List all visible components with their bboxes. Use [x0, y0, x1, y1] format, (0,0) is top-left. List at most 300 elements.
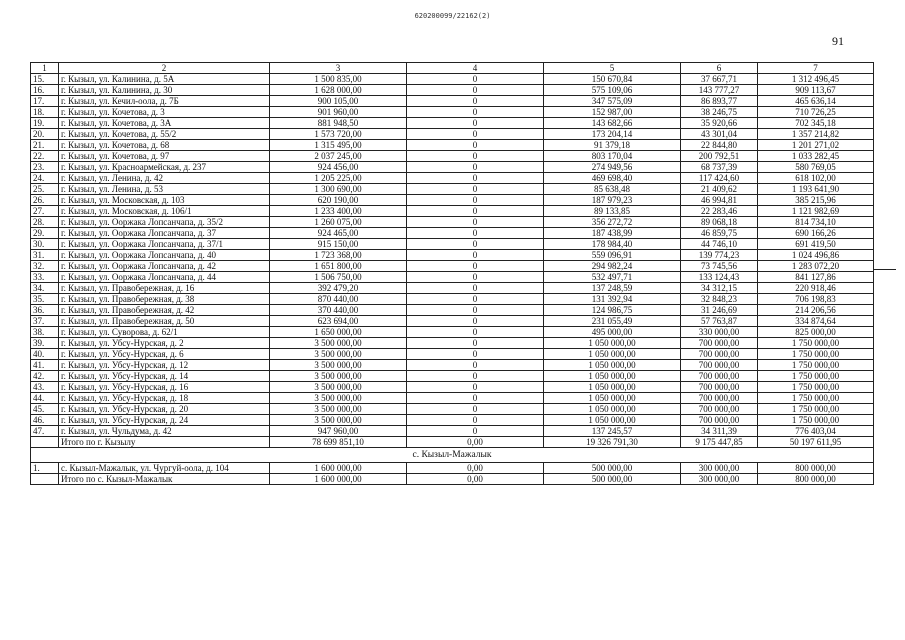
col7-value: 1 201 271,02	[758, 140, 874, 151]
col7-value: 841 127,86	[758, 272, 874, 283]
col5-value: 19 326 791,30	[544, 437, 681, 448]
col7-value: 465 636,14	[758, 96, 874, 107]
col7-value: 1 033 282,45	[758, 151, 874, 162]
col5-value: 1 050 000,00	[544, 338, 681, 349]
col5-value: 150 670,84	[544, 74, 681, 85]
address: г. Кызыл, ул. Калинина, д. 30	[59, 85, 270, 96]
col3-value: 1 500 835,00	[270, 74, 407, 85]
col7-value: 1 121 982,69	[758, 206, 874, 217]
col4-value: 0	[407, 85, 544, 96]
col4-value: 0	[407, 96, 544, 107]
col5-value: 356 272,72	[544, 217, 681, 228]
col4-value: 0	[407, 426, 544, 437]
col7-value: 1 750 000,00	[758, 371, 874, 382]
col7-value: 702 345,18	[758, 118, 874, 129]
col7-value: 1 312 496,45	[758, 74, 874, 85]
col5-value: 347 575,09	[544, 96, 681, 107]
table-row	[31, 151, 874, 162]
table-row	[31, 404, 874, 415]
col3-value: 924 465,00	[270, 228, 407, 239]
col6-value: 700 000,00	[681, 404, 758, 415]
document-id: 620200099/22162(2)	[414, 12, 491, 20]
address: г. Кызыл, ул. Чульдума, д. 42	[59, 426, 270, 437]
address: г. Кызыл, ул. Правобережная, д. 38	[59, 294, 270, 305]
col6-value: 700 000,00	[681, 415, 758, 426]
col4-value: 0	[407, 294, 544, 305]
col4-value: 0	[407, 261, 544, 272]
address: г. Кызыл, ул. Ооржака Лопсанчапа, д. 42	[59, 261, 270, 272]
row-number: 16.	[31, 85, 59, 96]
col4-value: 0	[407, 316, 544, 327]
col6-value: 700 000,00	[681, 360, 758, 371]
col6-value: 133 124,43	[681, 272, 758, 283]
col3-value: 3 500 000,00	[270, 349, 407, 360]
col5-value: 1 050 000,00	[544, 349, 681, 360]
address: г. Кызыл, ул. Кечил-оола, д. 7Б	[59, 96, 270, 107]
table-row	[31, 228, 874, 239]
col3-value: 3 500 000,00	[270, 360, 407, 371]
table-row	[31, 195, 874, 206]
col4-value: 0	[407, 74, 544, 85]
col6-value: 37 667,71	[681, 74, 758, 85]
col3-value: 901 960,00	[270, 107, 407, 118]
col6-value: 700 000,00	[681, 382, 758, 393]
table-row	[31, 305, 874, 316]
address: г. Кызыл, ул. Суворова, д. 62/1	[59, 327, 270, 338]
col5-value: 137 245,57	[544, 426, 681, 437]
address: г. Кызыл, ул. Ооржака Лопсанчапа, д. 37	[59, 228, 270, 239]
row-number: 1.	[31, 463, 59, 474]
address: г. Кызыл, ул. Ленина, д. 53	[59, 184, 270, 195]
col5-value: 231 055,49	[544, 316, 681, 327]
address: Итого по с. Кызыл-Мажалык	[59, 474, 270, 485]
col5-value: 559 096,91	[544, 250, 681, 261]
table-row	[31, 338, 874, 349]
row-number: 36.	[31, 305, 59, 316]
table-row	[31, 107, 874, 118]
col5-value: 124 986,75	[544, 305, 681, 316]
table-row	[31, 96, 874, 107]
address: г. Кызыл, ул. Убсу-Нурская, д. 24	[59, 415, 270, 426]
col4-value: 0	[407, 360, 544, 371]
row-number: 19.	[31, 118, 59, 129]
address: г. Кызыл, ул. Убсу-Нурская, д. 20	[59, 404, 270, 415]
row-number: 34.	[31, 283, 59, 294]
table-row	[31, 118, 874, 129]
address: г. Кызыл, ул. Правобережная, д. 50	[59, 316, 270, 327]
address: г. Кызыл, ул. Правобережная, д. 42	[59, 305, 270, 316]
col7-value: 909 113,67	[758, 85, 874, 96]
address: г. Кызыл, ул. Красноармейская, д. 237	[59, 162, 270, 173]
table-row	[31, 239, 874, 250]
col6-value: 330 000,00	[681, 327, 758, 338]
col4-value: 0	[407, 404, 544, 415]
page-number: 91	[832, 34, 844, 48]
col3-value: 1 205 225,00	[270, 173, 407, 184]
col3-value: 881 948,50	[270, 118, 407, 129]
address: г. Кызыл, ул. Убсу-Нурская, д. 2	[59, 338, 270, 349]
row-number: 46.	[31, 415, 59, 426]
col7-value: 1 193 641,90	[758, 184, 874, 195]
row-number: 28.	[31, 217, 59, 228]
col7-value: 1 750 000,00	[758, 349, 874, 360]
row-number	[31, 437, 59, 448]
col3-value: 3 500 000,00	[270, 393, 407, 404]
col4-value: 0	[407, 327, 544, 338]
table-row	[31, 184, 874, 195]
col5-value: 294 982,24	[544, 261, 681, 272]
col3-value: 1 723 368,00	[270, 250, 407, 261]
col6-value: 22 283,46	[681, 206, 758, 217]
col3-value: 3 500 000,00	[270, 404, 407, 415]
address: г. Кызыл, ул. Московская, д. 106/1	[59, 206, 270, 217]
col5-value: 178 984,40	[544, 239, 681, 250]
col6-value: 68 737,39	[681, 162, 758, 173]
col5-value: 91 379,18	[544, 140, 681, 151]
row-number: 24.	[31, 173, 59, 184]
table-row	[31, 206, 874, 217]
col3-value: 1 628 000,00	[270, 85, 407, 96]
col4-value: 0	[407, 250, 544, 261]
col6-value: 89 068,18	[681, 217, 758, 228]
row-number: 40.	[31, 349, 59, 360]
row-number: 29.	[31, 228, 59, 239]
row-number: 22.	[31, 151, 59, 162]
address: г. Кызыл, ул. Убсу-Нурская, д. 18	[59, 393, 270, 404]
address: г. Кызыл, ул. Ооржака Лопсанчапа, д. 35/2	[59, 217, 270, 228]
col6-value: 86 893,77	[681, 96, 758, 107]
col6-value: 117 424,60	[681, 173, 758, 184]
table-row	[31, 283, 874, 294]
column-number: 2	[59, 63, 270, 74]
col4-value: 0	[407, 206, 544, 217]
table-row	[31, 217, 874, 228]
table-row	[31, 272, 874, 283]
col6-value: 700 000,00	[681, 338, 758, 349]
total-row	[31, 474, 874, 485]
col4-value: 0	[407, 140, 544, 151]
col4-value: 0	[407, 382, 544, 393]
row-number: 41.	[31, 360, 59, 371]
col5-value: 1 050 000,00	[544, 404, 681, 415]
col3-value: 1 315 495,00	[270, 140, 407, 151]
col4-value: 0	[407, 217, 544, 228]
table-body	[31, 63, 874, 485]
col4-value: 0,00	[407, 463, 544, 474]
table-row	[31, 261, 874, 272]
address: г. Кызыл, ул. Убсу-Нурская, д. 16	[59, 382, 270, 393]
col3-value: 78 699 851,10	[270, 437, 407, 448]
col5-value: 575 109,06	[544, 85, 681, 96]
col5-value: 173 204,14	[544, 129, 681, 140]
col3-value: 1 651 800,00	[270, 261, 407, 272]
col3-value: 3 500 000,00	[270, 371, 407, 382]
col4-value: 0	[407, 129, 544, 140]
col3-value: 3 500 000,00	[270, 382, 407, 393]
col5-value: 85 638,48	[544, 184, 681, 195]
row-number: 15.	[31, 74, 59, 85]
address: г. Кызыл, ул. Ооржака Лопсанчапа, д. 44	[59, 272, 270, 283]
col4-value: 0,00	[407, 474, 544, 485]
col4-value: 0	[407, 118, 544, 129]
col6-value: 34 311,39	[681, 426, 758, 437]
row-number: 42.	[31, 371, 59, 382]
col5-value: 143 682,66	[544, 118, 681, 129]
col3-value: 900 105,00	[270, 96, 407, 107]
col6-value: 143 777,27	[681, 85, 758, 96]
table-row	[31, 250, 874, 261]
address: г. Кызыл, ул. Кочетова, д. 55/2	[59, 129, 270, 140]
row-number: 20.	[31, 129, 59, 140]
col7-value: 1 750 000,00	[758, 360, 874, 371]
col4-value: 0,00	[407, 437, 544, 448]
col6-value: 32 848,23	[681, 294, 758, 305]
col5-value: 1 050 000,00	[544, 415, 681, 426]
col7-value: 385 215,96	[758, 195, 874, 206]
column-number: 5	[544, 63, 681, 74]
column-number: 3	[270, 63, 407, 74]
address: г. Кызыл, ул. Кочетова, д. 3А	[59, 118, 270, 129]
col6-value: 46 859,75	[681, 228, 758, 239]
row-number: 39.	[31, 338, 59, 349]
column-number: 4	[407, 63, 544, 74]
column-number: 7	[758, 63, 874, 74]
col4-value: 0	[407, 228, 544, 239]
column-number-row	[31, 63, 874, 74]
col7-value: 1 750 000,00	[758, 382, 874, 393]
col3-value: 3 500 000,00	[270, 338, 407, 349]
col6-value: 700 000,00	[681, 393, 758, 404]
table-row	[31, 129, 874, 140]
col7-value: 334 874,64	[758, 316, 874, 327]
table-row	[31, 360, 874, 371]
row-number: 27.	[31, 206, 59, 217]
col5-value: 131 392,94	[544, 294, 681, 305]
col3-value: 947 960,00	[270, 426, 407, 437]
total-row	[31, 437, 874, 448]
col6-value: 73 745,56	[681, 261, 758, 272]
col4-value: 0	[407, 283, 544, 294]
table-row	[31, 173, 874, 184]
table-row	[31, 426, 874, 437]
row-number: 32.	[31, 261, 59, 272]
col5-value: 152 987,00	[544, 107, 681, 118]
table-row	[31, 85, 874, 96]
col7-value: 710 726,25	[758, 107, 874, 118]
col6-value: 46 994,81	[681, 195, 758, 206]
row-number: 26.	[31, 195, 59, 206]
col3-value: 1 506 750,00	[270, 272, 407, 283]
col5-value: 187 438,99	[544, 228, 681, 239]
col3-value: 620 190,00	[270, 195, 407, 206]
table-row	[31, 382, 874, 393]
col4-value: 0	[407, 184, 544, 195]
col4-value: 0	[407, 195, 544, 206]
col6-value: 22 844,80	[681, 140, 758, 151]
col4-value: 0	[407, 305, 544, 316]
row-number: 18.	[31, 107, 59, 118]
col5-value: 89 133,85	[544, 206, 681, 217]
col3-value: 2 037 245,00	[270, 151, 407, 162]
col5-value: 1 050 000,00	[544, 371, 681, 382]
address: г. Кызыл, ул. Ооржака Лопсанчапа, д. 37/1	[59, 239, 270, 250]
row-number: 45.	[31, 404, 59, 415]
address: г. Кызыл, ул. Убсу-Нурская, д. 14	[59, 371, 270, 382]
col7-value: 691 419,50	[758, 239, 874, 250]
row-number: 21.	[31, 140, 59, 151]
col3-value: 1 233 400,00	[270, 206, 407, 217]
col7-value: 814 734,10	[758, 217, 874, 228]
row-number: 17.	[31, 96, 59, 107]
col7-value: 1 750 000,00	[758, 404, 874, 415]
col4-value: 0	[407, 415, 544, 426]
table-row	[31, 316, 874, 327]
col5-value: 495 000,00	[544, 327, 681, 338]
col5-value: 469 698,40	[544, 173, 681, 184]
col5-value: 1 050 000,00	[544, 360, 681, 371]
address: г. Кызыл, ул. Ленина, д. 42	[59, 173, 270, 184]
col6-value: 300 000,00	[681, 463, 758, 474]
address: г. Кызыл, ул. Убсу-Нурская, д. 12	[59, 360, 270, 371]
col5-value: 500 000,00	[544, 463, 681, 474]
col7-value: 1 283 072,20	[758, 261, 874, 272]
col7-value: 1 357 214,82	[758, 129, 874, 140]
row-number: 37.	[31, 316, 59, 327]
table-row	[31, 294, 874, 305]
table-row	[31, 415, 874, 426]
address: Итого по г. Кызылу	[59, 437, 270, 448]
table-row	[31, 371, 874, 382]
col3-value: 1 600 000,00	[270, 474, 407, 485]
column-number: 1	[31, 63, 59, 74]
address: г. Кызыл, ул. Ооржака Лопсанчапа, д. 40	[59, 250, 270, 261]
col3-value: 1 260 075,00	[270, 217, 407, 228]
row-number: 47.	[31, 426, 59, 437]
col3-value: 915 150,00	[270, 239, 407, 250]
section-title: с. Кызыл-Мажалык	[31, 448, 874, 463]
col3-value: 3 500 000,00	[270, 415, 407, 426]
col7-value: 618 102,00	[758, 173, 874, 184]
row-number: 30.	[31, 239, 59, 250]
col6-value: 38 246,75	[681, 107, 758, 118]
col6-value: 9 175 447,85	[681, 437, 758, 448]
row-number: 31.	[31, 250, 59, 261]
col4-value: 0	[407, 239, 544, 250]
margin-mark	[874, 269, 896, 270]
col7-value: 800 000,00	[758, 474, 874, 485]
section-header-row	[31, 448, 874, 463]
col6-value: 44 746,10	[681, 239, 758, 250]
table-row	[31, 463, 874, 474]
col6-value: 57 763,87	[681, 316, 758, 327]
col5-value: 500 000,00	[544, 474, 681, 485]
col7-value: 220 918,46	[758, 283, 874, 294]
col4-value: 0	[407, 349, 544, 360]
col6-value: 700 000,00	[681, 349, 758, 360]
col6-value: 34 312,15	[681, 283, 758, 294]
col6-value: 35 920,66	[681, 118, 758, 129]
table-row	[31, 162, 874, 173]
col5-value: 187 979,23	[544, 195, 681, 206]
col3-value: 1 573 720,00	[270, 129, 407, 140]
row-number: 43.	[31, 382, 59, 393]
col5-value: 803 170,04	[544, 151, 681, 162]
address: г. Кызыл, ул. Кочетова, д. 68	[59, 140, 270, 151]
col7-value: 800 000,00	[758, 463, 874, 474]
col4-value: 0	[407, 393, 544, 404]
row-number: 33.	[31, 272, 59, 283]
col5-value: 274 949,56	[544, 162, 681, 173]
data-table	[30, 62, 874, 485]
row-number: 44.	[31, 393, 59, 404]
col3-value: 870 440,00	[270, 294, 407, 305]
col7-value: 1 750 000,00	[758, 393, 874, 404]
col5-value: 137 248,59	[544, 283, 681, 294]
col3-value: 392 479,20	[270, 283, 407, 294]
col4-value: 0	[407, 371, 544, 382]
col7-value: 776 403,04	[758, 426, 874, 437]
row-number: 38.	[31, 327, 59, 338]
col6-value: 300 000,00	[681, 474, 758, 485]
col5-value: 1 050 000,00	[544, 382, 681, 393]
row-number: 35.	[31, 294, 59, 305]
col4-value: 0	[407, 173, 544, 184]
col3-value: 623 694,00	[270, 316, 407, 327]
table-row	[31, 349, 874, 360]
address: г. Кызыл, ул. Кочетова, д. 97	[59, 151, 270, 162]
address: г. Кызыл, ул. Калинина, д. 5А	[59, 74, 270, 85]
col4-value: 0	[407, 338, 544, 349]
table-row	[31, 393, 874, 404]
col7-value: 825 000,00	[758, 327, 874, 338]
col3-value: 924 456,00	[270, 162, 407, 173]
column-number: 6	[681, 63, 758, 74]
col6-value: 200 792,51	[681, 151, 758, 162]
col3-value: 1 600 000,00	[270, 463, 407, 474]
address: г. Кызыл, ул. Правобережная, д. 16	[59, 283, 270, 294]
col7-value: 1 024 496,86	[758, 250, 874, 261]
table-row	[31, 327, 874, 338]
col4-value: 0	[407, 162, 544, 173]
col3-value: 370 440,00	[270, 305, 407, 316]
col7-value: 50 197 611,95	[758, 437, 874, 448]
address: г. Кызыл, ул. Московская, д. 103	[59, 195, 270, 206]
col6-value: 700 000,00	[681, 371, 758, 382]
col6-value: 31 246,69	[681, 305, 758, 316]
row-number: 25.	[31, 184, 59, 195]
col6-value: 139 774,23	[681, 250, 758, 261]
col3-value: 1 300 690,00	[270, 184, 407, 195]
col6-value: 21 409,62	[681, 184, 758, 195]
table-row	[31, 140, 874, 151]
col7-value: 1 750 000,00	[758, 338, 874, 349]
col5-value: 1 050 000,00	[544, 393, 681, 404]
col4-value: 0	[407, 151, 544, 162]
col7-value: 214 206,56	[758, 305, 874, 316]
col7-value: 1 750 000,00	[758, 415, 874, 426]
col3-value: 1 650 000,00	[270, 327, 407, 338]
row-number	[31, 474, 59, 485]
col4-value: 0	[407, 272, 544, 283]
col5-value: 532 497,71	[544, 272, 681, 283]
address: г. Кызыл, ул. Кочетова, д. 3	[59, 107, 270, 118]
col7-value: 580 769,05	[758, 162, 874, 173]
col4-value: 0	[407, 107, 544, 118]
address: с. Кызыл-Мажалык, ул. Чургуй-оола, д. 104	[59, 463, 270, 474]
col6-value: 43 301,04	[681, 129, 758, 140]
col7-value: 690 166,26	[758, 228, 874, 239]
address: г. Кызыл, ул. Убсу-Нурская, д. 6	[59, 349, 270, 360]
